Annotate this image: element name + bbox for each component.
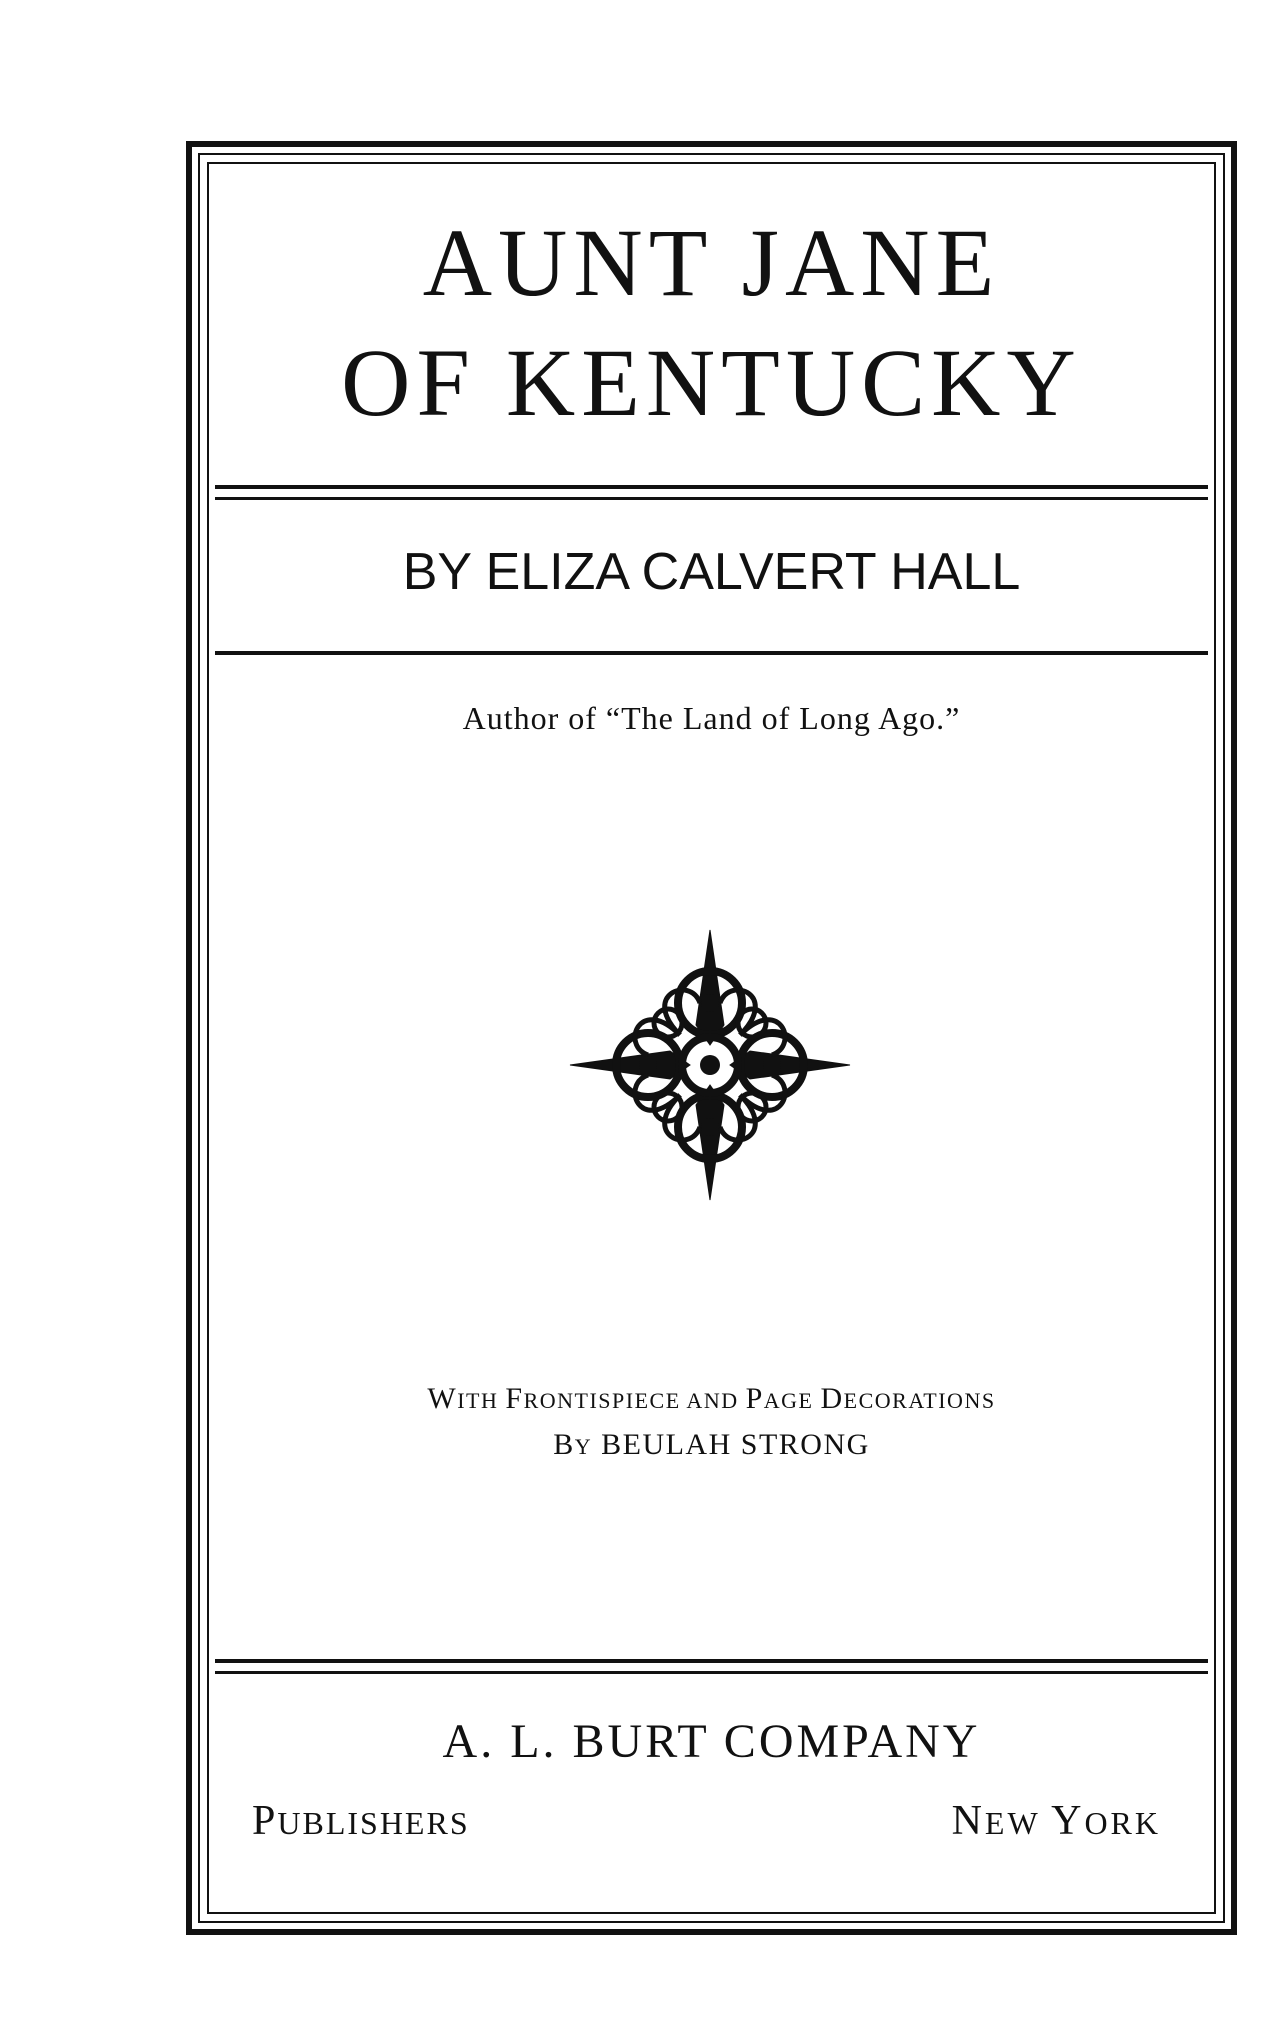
illustrations-cap-p: P xyxy=(745,1382,764,1415)
imprint-rule-bottom xyxy=(215,1671,1208,1674)
imprint-cap-n: N xyxy=(951,1798,985,1844)
imprint-cap-y: Y xyxy=(1051,1798,1085,1844)
illustrations-text-decorations: ECORATIONS xyxy=(843,1388,996,1413)
author-previous-work: Author of “The Land of Long Ago.” xyxy=(462,700,961,736)
illustrations-credit-line-1 xyxy=(215,1384,1208,1414)
imprint-text-ork: ORK xyxy=(1084,1805,1161,1841)
byline-rule xyxy=(215,651,1208,655)
illustrations-cap-f: F xyxy=(505,1382,524,1415)
illustrations-text-ith: ITH xyxy=(457,1388,506,1413)
celtic-knot-ornament-icon xyxy=(560,915,860,1215)
illustrations-cap-w: W xyxy=(427,1382,458,1415)
imprint-city xyxy=(952,1800,1161,1842)
title-line-1: AUNT JANE xyxy=(422,209,1001,316)
title-rule-bottom xyxy=(215,497,1208,500)
imprint-rule-top xyxy=(215,1659,1208,1663)
imprint-text-ublishers: UBLISHERS xyxy=(277,1805,470,1841)
illustrations-credit-line-2 xyxy=(215,1430,1208,1460)
title-line-2: OF KENTUCKY xyxy=(341,329,1082,436)
illustrations-cap-b: B xyxy=(553,1428,575,1461)
imprint-cap-p: P xyxy=(252,1798,278,1844)
publisher-name: A. L. BURT COMPANY xyxy=(442,1715,981,1768)
illustrator-name: BEULAH STRONG xyxy=(592,1428,870,1461)
imprint-publishers-label xyxy=(252,1800,470,1842)
author-byline: BY ELIZA CALVERT HALL xyxy=(402,543,1021,601)
title-rule-top xyxy=(215,485,1208,489)
illustrations-text-frontispiece: RONTISPIECE AND xyxy=(523,1388,746,1413)
illustrations-text-y: Y xyxy=(574,1434,593,1459)
imprint-text-ew: EW xyxy=(984,1805,1052,1841)
illustrations-text-page: AGE xyxy=(763,1388,821,1413)
illustrations-cap-d: D xyxy=(820,1382,844,1415)
